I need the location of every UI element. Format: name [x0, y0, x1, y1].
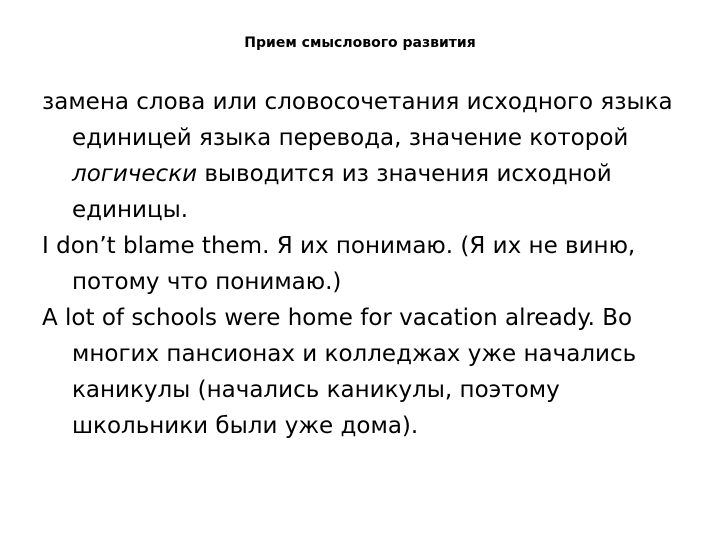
definition-text-start: замена слова или словосочетания исходного языка единицей языка перевода, значение которой — [42, 89, 673, 151]
definition-text-end: выводится из значения исходной единицы. — [72, 161, 612, 223]
definition-paragraph — [42, 84, 702, 228]
example-paragraph-2: A lot of schools were home for vacation already. Во многих пансионах и колледжах уже начались каникулы (начались каникулы, поэтому школьники были уже дома). — [42, 305, 637, 439]
slide-body — [42, 84, 702, 444]
slide-title: Прием смыслового развития — [244, 35, 476, 51]
example-paragraph-1: I don’t blame them. Я их понимаю. (Я их не виню, потому что понимаю.) — [42, 233, 636, 295]
definition-emphasis: логически — [72, 161, 198, 187]
